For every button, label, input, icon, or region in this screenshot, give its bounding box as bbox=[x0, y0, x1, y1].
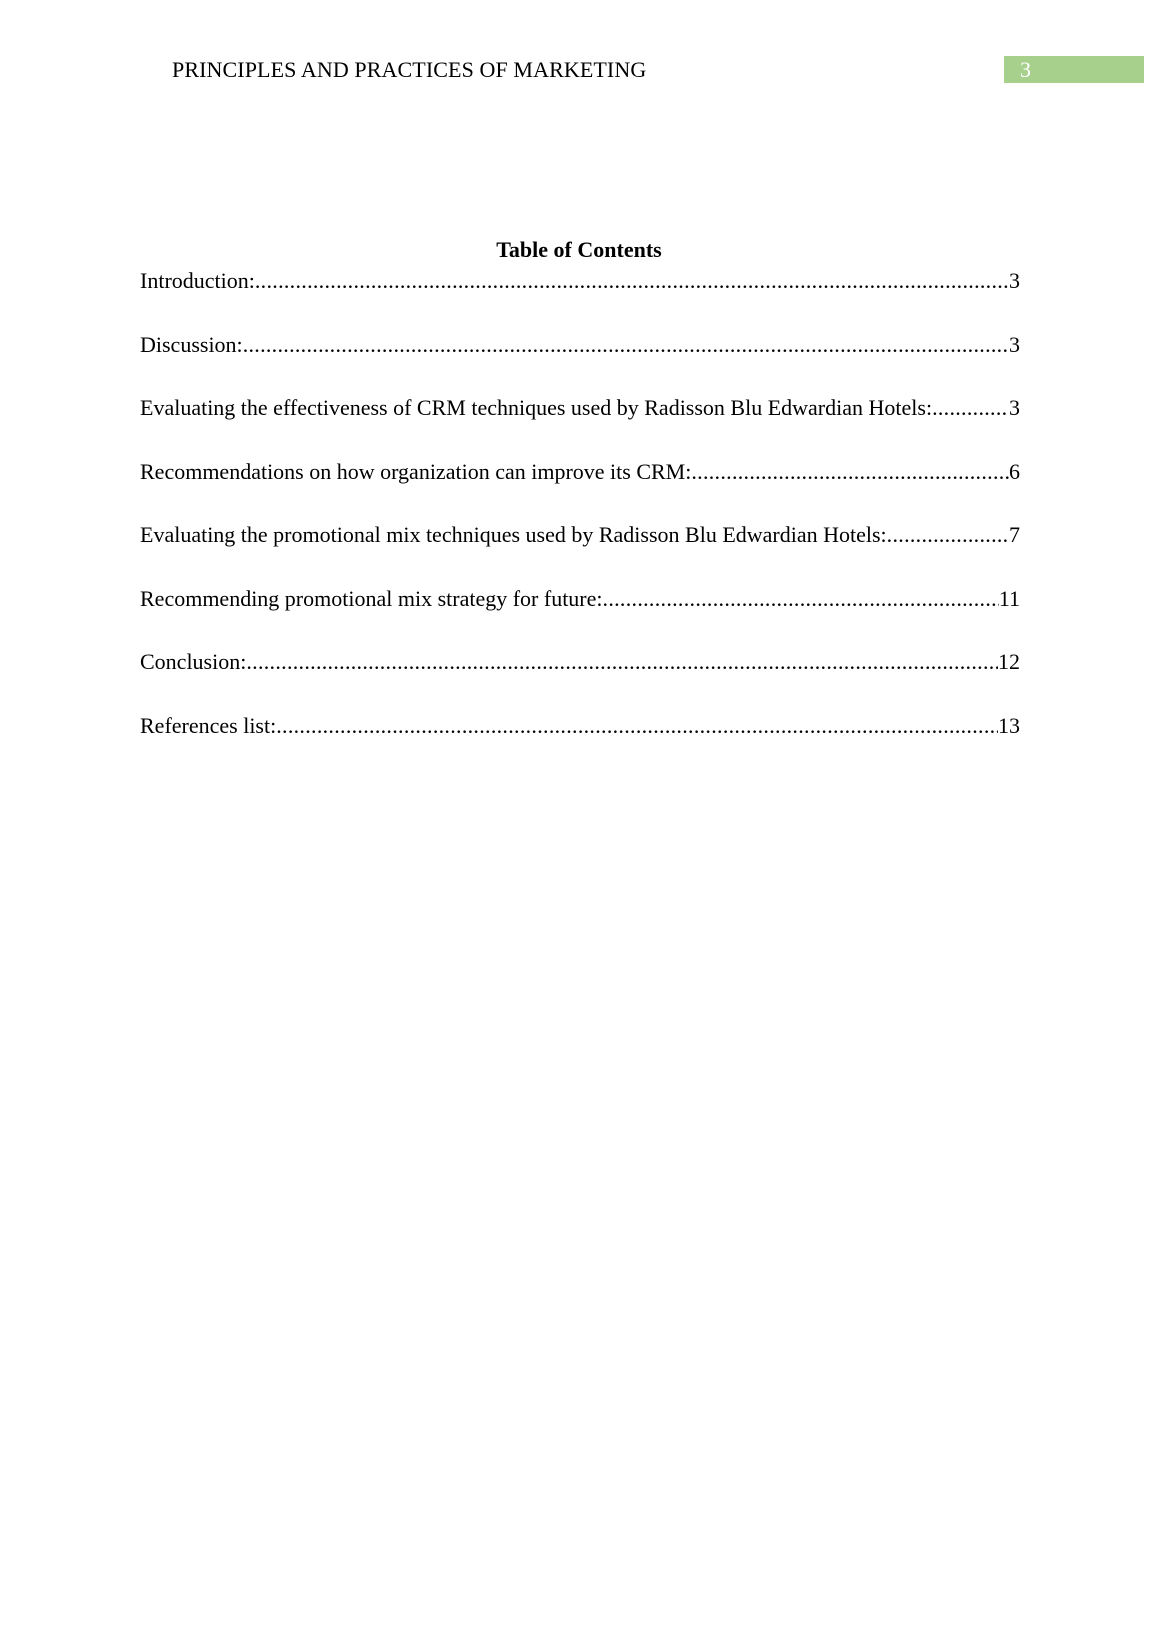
toc-entry-title: Evaluating the promotional mix techniques used by Radisson Blu Edwardian Hotels: bbox=[140, 522, 887, 547]
toc-dot-leader bbox=[255, 266, 1009, 296]
toc-entry-page: 6 bbox=[1009, 458, 1020, 484]
page-number: 3 bbox=[1020, 57, 1031, 82]
toc-dot-leader bbox=[887, 520, 1009, 550]
toc-entry-page: 12 bbox=[998, 649, 1020, 674]
toc-entry-title: Discussion: bbox=[140, 331, 243, 357]
toc-dot-leader bbox=[276, 711, 998, 741]
toc-entry-promotional-mix-strategy[interactable] bbox=[140, 584, 1020, 648]
toc-entry-page: 11 bbox=[998, 585, 1020, 611]
toc-entry-introduction[interactable] bbox=[140, 266, 1020, 330]
toc-entry-references[interactable] bbox=[140, 711, 1020, 775]
toc-entry-title: Recommendations on how organization can improve its CRM: bbox=[140, 458, 692, 484]
toc-entry-crm-effectiveness[interactable] bbox=[140, 393, 1020, 457]
toc-entry-page: 3 bbox=[1009, 331, 1020, 357]
toc-entry-title: References list: bbox=[140, 712, 277, 738]
toc-heading: Table of Contents bbox=[496, 237, 662, 262]
page-number-badge bbox=[1004, 56, 1144, 83]
toc-dot-leader bbox=[932, 393, 1009, 423]
toc-entry-title: Evaluating the effectiveness of CRM techniques used by Radisson Blu Edwardian Hotels: bbox=[140, 395, 933, 420]
toc-entry-page: 13 bbox=[998, 712, 1020, 738]
toc-dot-leader bbox=[243, 330, 1009, 360]
toc-entry-discussion[interactable] bbox=[140, 330, 1020, 394]
toc-entry-title: Introduction: bbox=[140, 268, 255, 293]
toc-dot-leader bbox=[603, 584, 999, 614]
toc-dot-leader bbox=[691, 457, 1009, 487]
toc-entry-title: Conclusion: bbox=[140, 649, 247, 674]
toc-dot-leader bbox=[246, 647, 998, 677]
running-header-title: PRINCIPLES AND PRACTICES OF MARKETING bbox=[172, 57, 647, 82]
toc-entry-page: 7 bbox=[1009, 522, 1020, 547]
toc-entry-promotional-mix-evaluation[interactable] bbox=[140, 520, 1020, 584]
table-of-contents bbox=[140, 266, 1020, 774]
toc-entry-conclusion[interactable] bbox=[140, 647, 1020, 711]
toc-entry-title: Recommending promotional mix strategy for future: bbox=[140, 585, 603, 611]
toc-entry-page: 3 bbox=[1009, 268, 1020, 293]
toc-entry-crm-recommendations[interactable] bbox=[140, 457, 1020, 521]
toc-entry-page: 3 bbox=[1009, 395, 1020, 420]
